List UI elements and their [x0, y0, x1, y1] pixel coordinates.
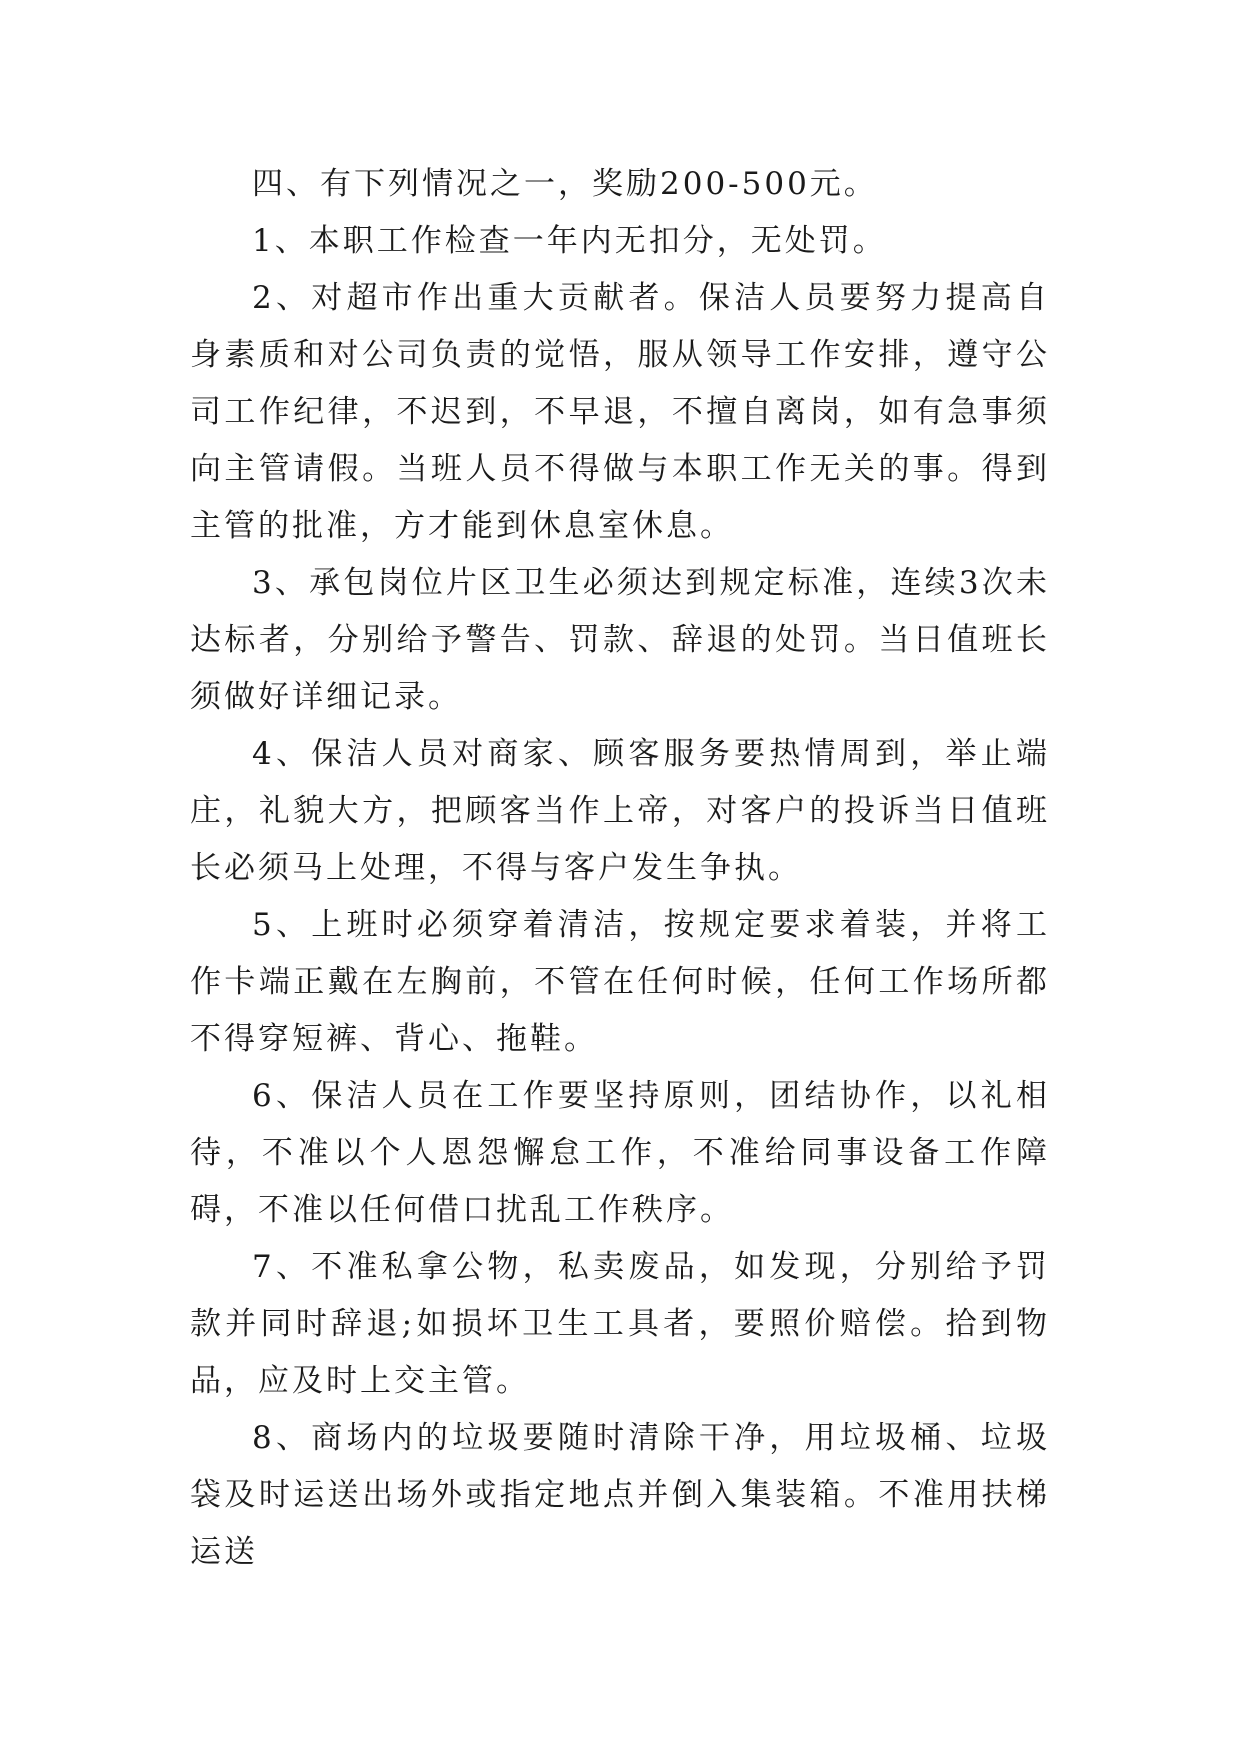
list-item: 3、承包岗位片区卫生必须达到规定标准，连续3次未达标者，分别给予警告、罚款、辞退的处罚。当日值班长须做好详细记录。	[190, 565, 1050, 715]
section-heading-reward: 四、有下列情况之一，奖励200-500元。	[252, 166, 878, 202]
list-item: 6、保洁人员在工作要坚持原则，团结协作，以礼相待，不准以个人恩怨懈怠工作，不准给同事设备工作障碍，不准以任何借口扰乱工作秩序。	[190, 1078, 1050, 1228]
list-item: 7、不准私拿公物，私卖废品，如发现，分别给予罚款并同时辞退;如损坏卫生工具者，要照价赔偿。拾到物品，应及时上交主管。	[190, 1249, 1050, 1399]
list-item: 8、商场内的垃圾要随时清除干净，用垃圾桶、垃圾袋及时运送出场外或指定地点并倒入集装箱。不准用扶梯运送	[190, 1420, 1050, 1570]
list-item: 4、保洁人员对商家、顾客服务要热情周到，举止端庄，礼貌大方，把顾客当作上帝，对客户的投诉当日值班长必须马上处理，不得与客户发生争执。	[190, 736, 1050, 886]
document-body	[190, 156, 1050, 1581]
list-item: 1、本职工作检查一年内无扣分，无处罚。	[252, 223, 887, 259]
list-item: 2、对超市作出重大贡献者。保洁人员要努力提高自身素质和对公司负责的觉悟，服从领导工作安排，遵守公司工作纪律，不迟到，不早退，不擅自离岗，如有急事须向主管请假。当班人员不得做与本职工作无关的事。得到主管的批准，方才能到休息室休息。	[190, 280, 1050, 544]
list-item: 5、上班时必须穿着清洁，按规定要求着装，并将工作卡端正戴在左胸前，不管在任何时候，任何工作场所都不得穿短裤、背心、拖鞋。	[190, 907, 1050, 1057]
